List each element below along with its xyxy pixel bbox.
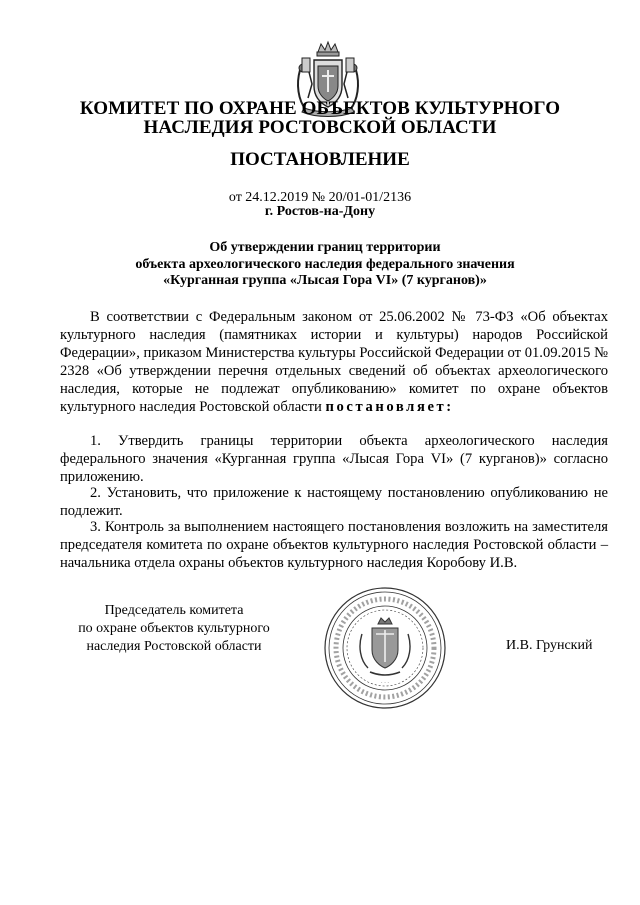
document-number: от 24.12.2019 № 20/01-01/2136 bbox=[228, 190, 412, 205]
svg-text:· · ·: · · · bbox=[381, 680, 389, 686]
subject-line-1: Об утверждении границ территории bbox=[209, 240, 441, 255]
position-line-3: наследия Ростовской области bbox=[86, 639, 262, 654]
org-line-1: КОМИТЕТ ПО ОХРАНЕ ОБЪЕКТОВ КУЛЬТУРНОГО bbox=[79, 98, 561, 119]
official-seal-icon bbox=[310, 584, 460, 712]
document-place: г. Ростов-на-Дону bbox=[264, 204, 376, 219]
signatory-name: И.В. Грунский bbox=[506, 638, 593, 653]
organization-name bbox=[60, 99, 580, 137]
resolves-word: постановляет: bbox=[325, 399, 454, 415]
org-line-2: НАСЛЕДИЯ РОСТОВСКОЙ ОБЛАСТИ bbox=[143, 117, 497, 138]
subject-line-2: объекта археологического наследия федерального значения bbox=[135, 256, 515, 272]
signatory-position bbox=[64, 602, 284, 656]
document-subject bbox=[90, 240, 560, 290]
item-1-paragraph: 1. Утвердить границы территории объекта археологического наследия федерального значения «Курганная группа «Лысая Гора VI» (7 курганов)» согласно приложению. bbox=[60, 433, 608, 485]
position-line-1: Председатель комитета bbox=[104, 603, 244, 618]
document-type: ПОСТАНОВЛЕНИЕ bbox=[230, 149, 410, 170]
subject-line-3: «Курганная группа «Лысая Гора VI» (7 курганов)» bbox=[163, 273, 487, 288]
item-3-paragraph: 3. Контроль за выполнением настоящего постановления возложить на заместителя председателя комитета по охране объектов культурного наследия Ростовской области – начальника отдела охраны объектов культурного наследия Коробову И.В. bbox=[60, 519, 608, 571]
item-2-paragraph: 2. Установить, что приложение к настоящему постановлению опубликованию не подлежит. bbox=[60, 485, 608, 519]
position-line-2: по охране объектов культурного bbox=[78, 621, 270, 636]
intro-text: В соответствии с Федеральным законом от 25.06.2002 № 73-ФЗ «Об объектах культурного наследия (памятниках истории и культуры) народов Российской Федерации», приказом Министерства культуры Российской Федерации от 01.09.2015 № 2328 «Об утверждении перечня отдельных сведений об объектах археологического наследия, которые не подлежат опубликованию» комитет по охране объектов культурного наследия Ростовской области bbox=[60, 309, 608, 415]
intro-paragraph bbox=[60, 308, 608, 416]
